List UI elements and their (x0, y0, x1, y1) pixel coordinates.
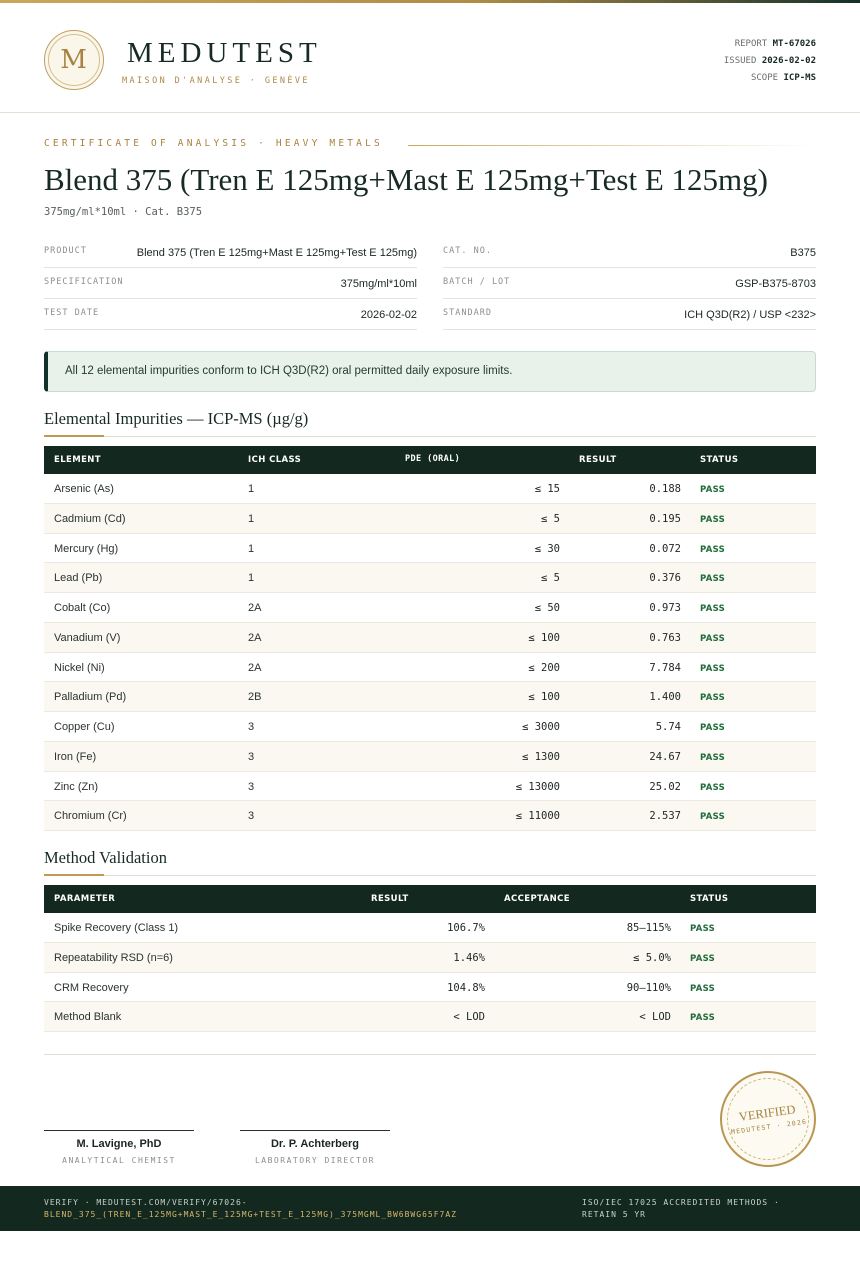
pde-cell: ≤ 100 (528, 691, 560, 704)
verify-block (44, 1197, 457, 1221)
conformance-text: All 12 elemental impurities conform to ICH Q3D(R2) oral permitted daily exposure limits. (65, 365, 513, 377)
ich-class-cell: 2B (248, 691, 262, 704)
element-cell: Lead (Pb) (54, 572, 103, 585)
validation-section-rule (44, 875, 816, 876)
info-value: GSP-B375-8703 (735, 278, 816, 290)
signatory-role: LABORATORY DIRECTOR (254, 1156, 375, 1165)
parameter-cell: Method Blank (54, 1011, 122, 1024)
element-cell: Cobalt (Co) (54, 602, 111, 614)
info-value: Blend 375 (Tren E 125mg+Mast E 125mg+Test E 125mg) (136, 247, 417, 259)
status-badge: PASS (700, 663, 726, 674)
validation-table (44, 885, 816, 1032)
product-title: Blend 375 (Tren E 125mg+Mast E 125mg+Test E 125mg) (44, 162, 768, 197)
ich-class-cell: 3 (248, 750, 255, 763)
impurities-table-body (44, 474, 816, 831)
logo-letter: M (60, 45, 87, 75)
pde-cell: ≤ 100 (528, 631, 560, 644)
signature-divider (44, 1054, 816, 1055)
result-cell: 0.072 (649, 542, 681, 555)
status-badge: PASS (700, 544, 726, 555)
info-key: PRODUCT (44, 246, 87, 256)
col-status: STATUS (690, 894, 729, 904)
col-status: STATUS (700, 455, 739, 465)
validation-table-header (44, 885, 816, 913)
result-cell: 104.8% (447, 981, 485, 994)
result-cell: 0.763 (649, 631, 681, 644)
validation-table-body (44, 913, 816, 1032)
status-badge: PASS (700, 752, 726, 763)
table-row (44, 682, 816, 712)
certificate-label-rule (408, 145, 816, 146)
info-row-cat-no (443, 237, 816, 268)
parameter-cell: Spike Recovery (Class 1) (54, 922, 179, 934)
table-row (44, 563, 816, 593)
table-row (44, 474, 816, 504)
table-row (44, 913, 816, 943)
info-key: CAT. NO. (443, 246, 492, 256)
info-row-standard (443, 299, 816, 330)
col-ich-class: ICH CLASS (248, 455, 302, 465)
status-badge: PASS (700, 604, 726, 614)
impurities-table (44, 446, 816, 831)
ich-class-cell: 3 (248, 810, 255, 823)
signatory-name: Dr. P. Achterberg (270, 1138, 360, 1150)
element-cell: Zinc (Zn) (54, 780, 98, 793)
table-row (44, 712, 816, 742)
element-cell: Copper (Cu) (54, 721, 115, 733)
scope-value: ICP-MS (783, 73, 816, 83)
retention-line: RETAIN 5 YR (582, 1210, 646, 1219)
ich-class-cell: 3 (248, 780, 255, 793)
verify-line-1: VERIFY · MEDUTEST.COM/VERIFY/67026- (44, 1198, 248, 1207)
accreditation-line: ISO/IEC 17025 ACCREDITED METHODS · (582, 1198, 780, 1207)
impurities-section-rule (44, 436, 816, 437)
status-badge: PASS (690, 953, 716, 964)
impurities-section-accent (44, 435, 104, 437)
status-badge: PASS (700, 782, 726, 793)
status-badge: PASS (690, 924, 716, 934)
signatory-name: M. Lavigne, PhD (76, 1138, 162, 1150)
result-cell: 106.7% (447, 922, 485, 934)
info-row-product (44, 237, 417, 268)
pde-cell: ≤ 11000 (515, 810, 560, 823)
signature-line-director (240, 1130, 390, 1131)
parameter-cell: CRM Recovery (54, 981, 129, 994)
accreditation-block (582, 1197, 780, 1221)
result-cell: 1.46% (453, 951, 485, 964)
validation-section-title: Method Validation (44, 848, 167, 867)
info-key: STANDARD (443, 308, 492, 318)
element-cell: Vanadium (V) (54, 631, 121, 644)
status-badge: PASS (690, 1013, 716, 1024)
col-parameter: PARAMETER (54, 894, 116, 904)
status-badge: PASS (690, 983, 716, 994)
validation-section-accent (44, 874, 104, 876)
acceptance-cell: ≤ 5.0% (633, 951, 671, 964)
col-acceptance: ACCEPTANCE (504, 894, 570, 904)
table-row (44, 943, 816, 973)
table-row (44, 534, 816, 564)
info-value: 375mg/ml*10ml (340, 278, 417, 290)
pde-cell: ≤ 13000 (515, 780, 560, 793)
info-value: 2026-02-02 (360, 309, 417, 321)
table-row (44, 653, 816, 683)
status-badge: PASS (700, 485, 726, 495)
acceptance-cell: 85–115% (626, 922, 671, 934)
table-row (44, 801, 816, 831)
table-row (44, 772, 816, 802)
pde-cell: ≤ 50 (534, 602, 560, 614)
ich-class-cell: 3 (248, 721, 255, 733)
report-number: MT-67026 (772, 39, 816, 49)
element-cell: Arsenic (As) (54, 483, 114, 495)
conformance-banner (44, 351, 816, 392)
result-cell: 0.973 (649, 602, 681, 614)
ich-class-cell: 1 (248, 483, 255, 495)
info-grid-left (44, 237, 417, 330)
info-key: SPECIFICATION (44, 277, 124, 287)
seal-text (716, 1067, 820, 1171)
report-number-line: REPORT MT-67026 (734, 39, 816, 49)
status-badge: PASS (700, 633, 726, 644)
verified-seal (720, 1071, 816, 1167)
ich-class-cell: 2A (248, 602, 262, 614)
parameter-cell: Repeatability RSD (n=6) (54, 951, 173, 964)
report-header (0, 3, 860, 113)
result-cell: 0.376 (649, 572, 681, 585)
acceptance-cell: < LOD (639, 1011, 671, 1024)
status-badge: PASS (700, 693, 726, 704)
ich-class-cell: 1 (248, 542, 255, 555)
result-cell: 2.537 (649, 810, 681, 823)
logo-emblem (44, 30, 104, 90)
col-element: ELEMENT (54, 455, 102, 465)
issued-date: 2026-02-02 (761, 56, 816, 66)
verify-link[interactable]: BLEND_375_(TREN_E_125MG+MAST_E_125MG+TEST_E_125MG)_375MGML_BW6BWG65F7AZ (44, 1210, 457, 1219)
col-pde: PDE (ORAL) (405, 454, 461, 464)
info-key: TEST DATE (44, 308, 100, 318)
table-row (44, 593, 816, 623)
impurities-section-title: Elemental Impurities — ICP-MS (µg/g) (44, 409, 309, 428)
signatory-role: ANALYTICAL CHEMIST (62, 1156, 176, 1165)
acceptance-cell: 90–110% (626, 981, 671, 994)
impurities-table-header (44, 446, 816, 474)
report-meta (724, 36, 816, 87)
brand-tagline: MAISON D'ANALYSE · GENÈVE (122, 76, 310, 86)
table-row (44, 1002, 816, 1032)
info-value: ICH Q3D(R2) / USP <232> (684, 309, 816, 321)
status-badge: PASS (700, 514, 726, 525)
result-cell: < LOD (453, 1011, 485, 1024)
result-cell: 5.74 (655, 721, 681, 733)
ich-class-cell: 1 (248, 512, 255, 525)
col-result: RESULT (579, 455, 617, 465)
result-cell: 0.195 (649, 512, 681, 525)
table-row (44, 623, 816, 653)
info-row-batch (443, 268, 816, 299)
element-cell: Iron (Fe) (54, 750, 97, 763)
ich-class-cell: 1 (248, 572, 255, 585)
table-row (44, 973, 816, 1003)
result-cell: 25.02 (649, 780, 681, 793)
product-subtitle: 375mg/ml*10ml · Cat. B375 (44, 206, 203, 218)
col-result: RESULT (371, 894, 409, 904)
issued-line: ISSUED 2026-02-02 (723, 56, 816, 66)
certificate-label: CERTIFICATE OF ANALYSIS · HEAVY METALS (44, 138, 383, 149)
element-cell: Chromium (Cr) (54, 810, 127, 823)
ich-class-cell: 2A (248, 661, 262, 674)
signature-line-chemist (44, 1130, 194, 1131)
result-cell: 0.188 (649, 483, 681, 495)
pde-cell: ≤ 200 (528, 661, 560, 674)
status-badge: PASS (700, 812, 726, 823)
scope-line: SCOPE ICP-MS (750, 73, 816, 83)
element-cell: Nickel (Ni) (54, 661, 105, 674)
brand-name: MEDUTEST (127, 37, 322, 69)
status-badge: PASS (700, 574, 726, 585)
pde-cell: ≤ 3000 (522, 721, 560, 733)
element-cell: Cadmium (Cd) (54, 512, 126, 525)
seal-main-text: VERIFIED (737, 1102, 797, 1124)
footer-bar (0, 1186, 860, 1231)
result-cell: 1.400 (649, 691, 681, 704)
info-row-test-date (44, 299, 417, 330)
pde-cell: ≤ 30 (534, 542, 560, 555)
info-value: B375 (790, 247, 816, 259)
pde-cell: ≤ 15 (534, 483, 560, 495)
ich-class-cell: 2A (248, 631, 262, 644)
table-row (44, 504, 816, 534)
result-cell: 24.67 (649, 750, 681, 763)
info-key: BATCH / LOT (443, 277, 511, 287)
info-row-specification (44, 268, 417, 299)
pde-cell: ≤ 1300 (522, 750, 560, 763)
status-badge: PASS (700, 723, 726, 733)
table-row (44, 742, 816, 772)
element-cell: Mercury (Hg) (54, 542, 119, 555)
seal-sub-text: MEDUTEST · 2026 (730, 1117, 808, 1137)
info-grid-right (443, 237, 816, 330)
element-cell: Palladium (Pd) (54, 691, 127, 704)
pde-cell: ≤ 5 (541, 512, 560, 525)
result-cell: 7.784 (649, 661, 681, 674)
pde-cell: ≤ 5 (541, 572, 560, 585)
